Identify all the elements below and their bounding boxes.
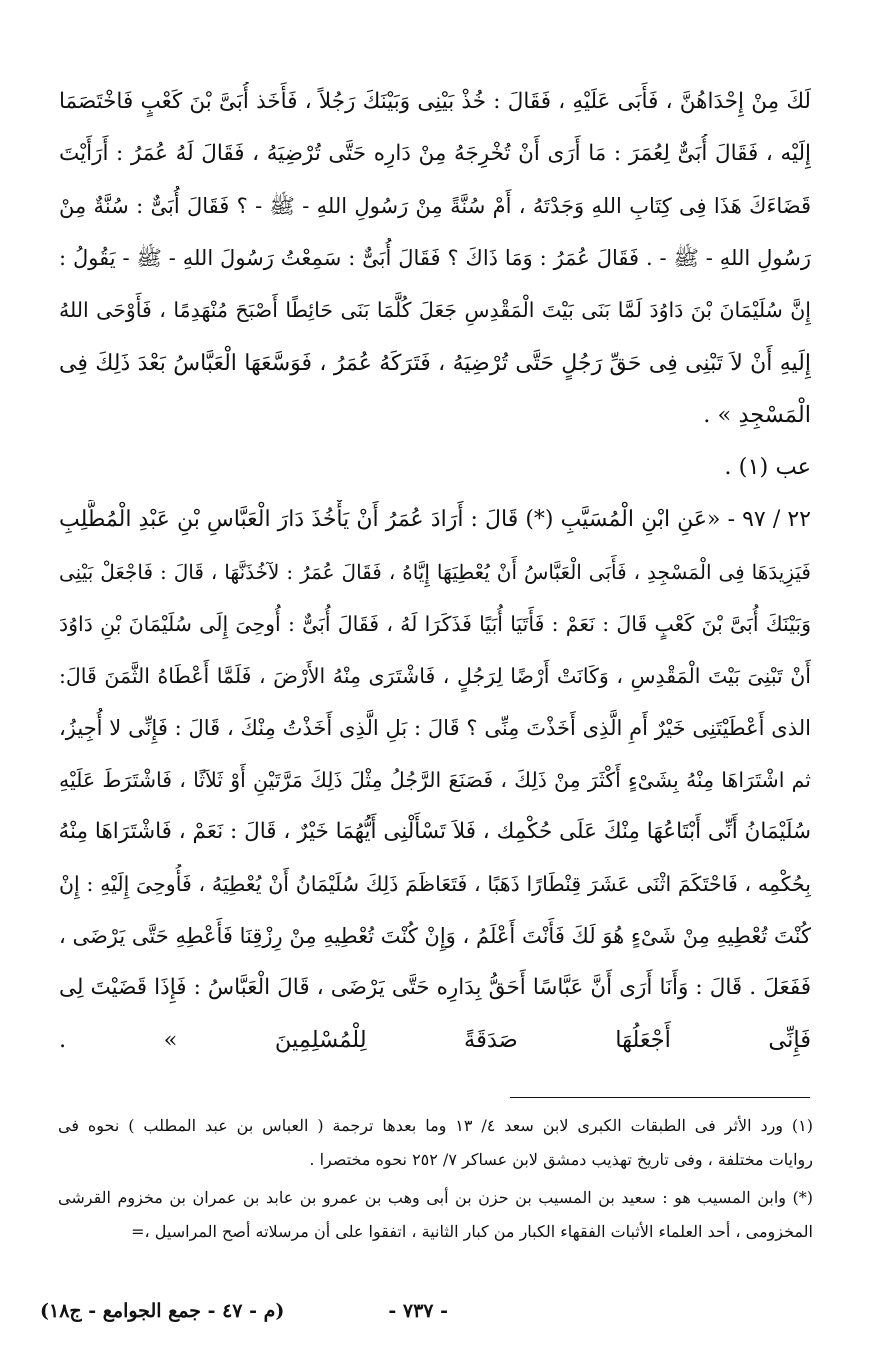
text-line: إِنَّ سُلَيْمَانَ بْنَ دَاوُدَ لَمَّا بَنَى بَيْتَ الْمَقْدِسِ جَعَلَ كُلَّمَا بَنَى حَائِطًا أَصْبَحَ مُنْهَدِمًا ، فَأَوْحَى اللهُ (59, 298, 811, 322)
footnote-line: (*) وابن المسيب هو : سعيد بن المسيب بن حزن بن أبى وهب بن عمرو بن عابد بن عمران بن مخزوم القرشى (58, 1188, 813, 1207)
text-line: إِلَيهِ أَنْ لاَ تَبْنِى فِى حَقِّ رَجُلٍ حَتَّى تُرْضِيَهُ ، فَتَرَكَهُ عُمَرُ ، فَوَسَّعَهَا الْعَبَّاسُ بَعْدَ ذَلِكَ فِى (59, 351, 811, 376)
text-line: وَبَيْنَكَ أُبَىَّ بْنَ كَعْبٍ قَالَ : نَعَمْ : فَأَتَيَا أُبَيًا فَذَكَرَا لَهُ ، فَقَالَ أُبَىٌّ : أُوحِىَ إِلَى سُلَيْمَانَ بْنِ دَاوُدَ (59, 612, 811, 636)
source-tag: عب (١) . (724, 454, 811, 480)
text-line: كُنْتَ تُعْطِيهِ مِنْ شَىْءٍ هُوَ لَكَ فَأَنْتَ أَعْلَمُ ، وَإِنْ كُنْتَ تُعْطِيهِ مِنْ رِزْقِنَا فَأَعْطِهِ حَتَّى يَرْضَى ، (59, 924, 811, 948)
text-line: فَإِنِّى أَجْعَلُهَا صَدَقَةً لِلْمُسْلِمِينَ » . (59, 1027, 811, 1053)
text-line: بِحُكْمِه ، فَاحْتَكَمَ اثْنَى عَشَرَ قِنْطَارًا ذَهَبًا ، فَتَعَاظَمَ ذَلِكَ سُلَيْمَانُ أَنْ يُعْطِيَهُ ، فَأُوحِىَ إِلَيْهِ : إِنْ (59, 872, 811, 896)
footnote-line: المخزومى ، أحد العلماء الأثبات الفقهاء الكبار من كبار الثانية ، اتفقوا على أن مرسلاته أصح المراسيل ،= (131, 1222, 813, 1241)
text-line: الْمَسْجِدِ » . (703, 402, 811, 428)
text-line: لَكَ مِنْ إِحْدَاهُنَّ ، فَأَبَى عَلَيْهِ ، فَقَالَ : خُذْ بَيْنِى وَبَيْنَكَ رَجُلاً ، فَأَخَذ أُبَىَّ بْنَ كَعْبٍ فَاخْتَصَمَا (59, 89, 811, 114)
text-line: سُلَيْمَانُ أَنِّى أَبْتَاعُهَا مِنْكَ عَلَى حُكْمِك ، فَلاَ تَسْأَلْنِى أَيُّهُمَا خَيْرٌ ، قَالَ : نَعَمْ ، فَاشْتَرَاهَا مِنْهُ (59, 819, 811, 844)
text-line: الذى أَعْطَيْتَنِى خَيْرٌ أَمِ الَّذِى أَخَذْتَ مِنِّى ؟ قَالَ : بَلِ الَّذِى أَخَذْتُ مِنْكَ ، قَالَ : فَإِنِّى لا أُجِيزُ، (59, 716, 811, 740)
text-line: إِلَيْه ، فَقَالَ أُبَىٌّ لِعُمَرَ : مَا أَرَى أَنْ تُخْرِجَهُ مِنْ دَارِه حَتَّى تُرْضِيَهُ ، فَقَالَ لَهُ عُمَرُ : أَرَأَيْتَ (59, 141, 811, 166)
page-number: - ٧٣٧ - (388, 1300, 448, 1322)
footnote-line: (١) ورد الأثر فى الطبقات الكبرى لابن سعد ٤/ ١٣ وما بعدها ترجمة ( العباس بن عبد المطلب ) نحوه فى (58, 1116, 813, 1135)
text-line: فَيَزِيدَهَا فِى الْمَسْجِدِ ، فَأَبَى الْعَبَّاسُ أَنْ يُعْطِيَهَا إِيَّاهُ ، فَقَالَ عُمَرُ : لآخُذَنَّهَا ، قَالَ : فَاجْعَلْ بَيْنِى (59, 560, 811, 584)
text-line: رَسُولِ اللهِ - ﷺ - . فَقَالَ عُمَرُ : وَمَا ذَاكَ ؟ فَقَالَ أُبَىٌّ : سَمِعْتُ رَسُولَ اللهِ - ﷺ - يَقُولُ : (59, 246, 811, 270)
footnote-line: روايات مختلفة ، وفى تاريخ تهذيب دمشق لابن عساكر ٧/ ٢٥٢ نحوه مختصرا . (309, 1150, 813, 1169)
text-line: أَنْ تَبْنِىَ بَيْتَ الْمَقْدِسِ ، وَكَانَتْ أَرْضًا لِرَجُلٍ ، فَاشْتَرَى مِنْهُ الأَرْضَ ، فَلَمَّا أَعْطَاهُ الثَّمَنَ قَالَ: (59, 664, 811, 688)
page-footer (40, 1294, 833, 1328)
footnote-divider (510, 1097, 810, 1098)
text-line: قَضَاءَكَ هَذَا فِى كِتَابِ اللهِ وَجَدْتَهُ ، أَمْ سُنَّةً مِنْ رَسُولِ اللهِ - ﷺ - ؟ فَقَالَ أُبَىٌّ : سُنَّةٌ مِنْ (59, 194, 811, 218)
text-line: ثم اشْتَرَاهَا مِنْهُ بِشَىْءٍ أَكْثَرَ مِنْ ذَلِكَ ، فَصَنَعَ الرَّجُلُ مِثْلَ ذَلِكَ مَرَّتَيْنِ أَوْ ثَلاَثًا ، فَاشْتَرَطَ عَلَيْهِ (59, 768, 811, 792)
text-line (59, 1052, 811, 1092)
volume-info: (م - ٤٧ - جمع الجوامع - ج١٨) (40, 1300, 285, 1322)
hadith-heading-line: ٢٢ / ٩٧ - «عَنِ ابْنِ الْمُسَيَّبِ (*) قَالَ : أَرَادَ عُمَرُ أَنْ يَأْخُذَ دَارَ الْعَبَّاسِ بْنِ عَبْدِ الْمُطَّلِبِ (59, 507, 811, 532)
text-line: فَفَعَلَ . قَالَ : وَأَنَا أَرَى أَنَّ عَبَّاسًا أَحَقُّ بِدَارِه حَتَّى يَرْضَى ، قَالَ الْعَبَّاسُ : فَإِذَا قَضَيْتَ لِى (59, 975, 811, 1000)
